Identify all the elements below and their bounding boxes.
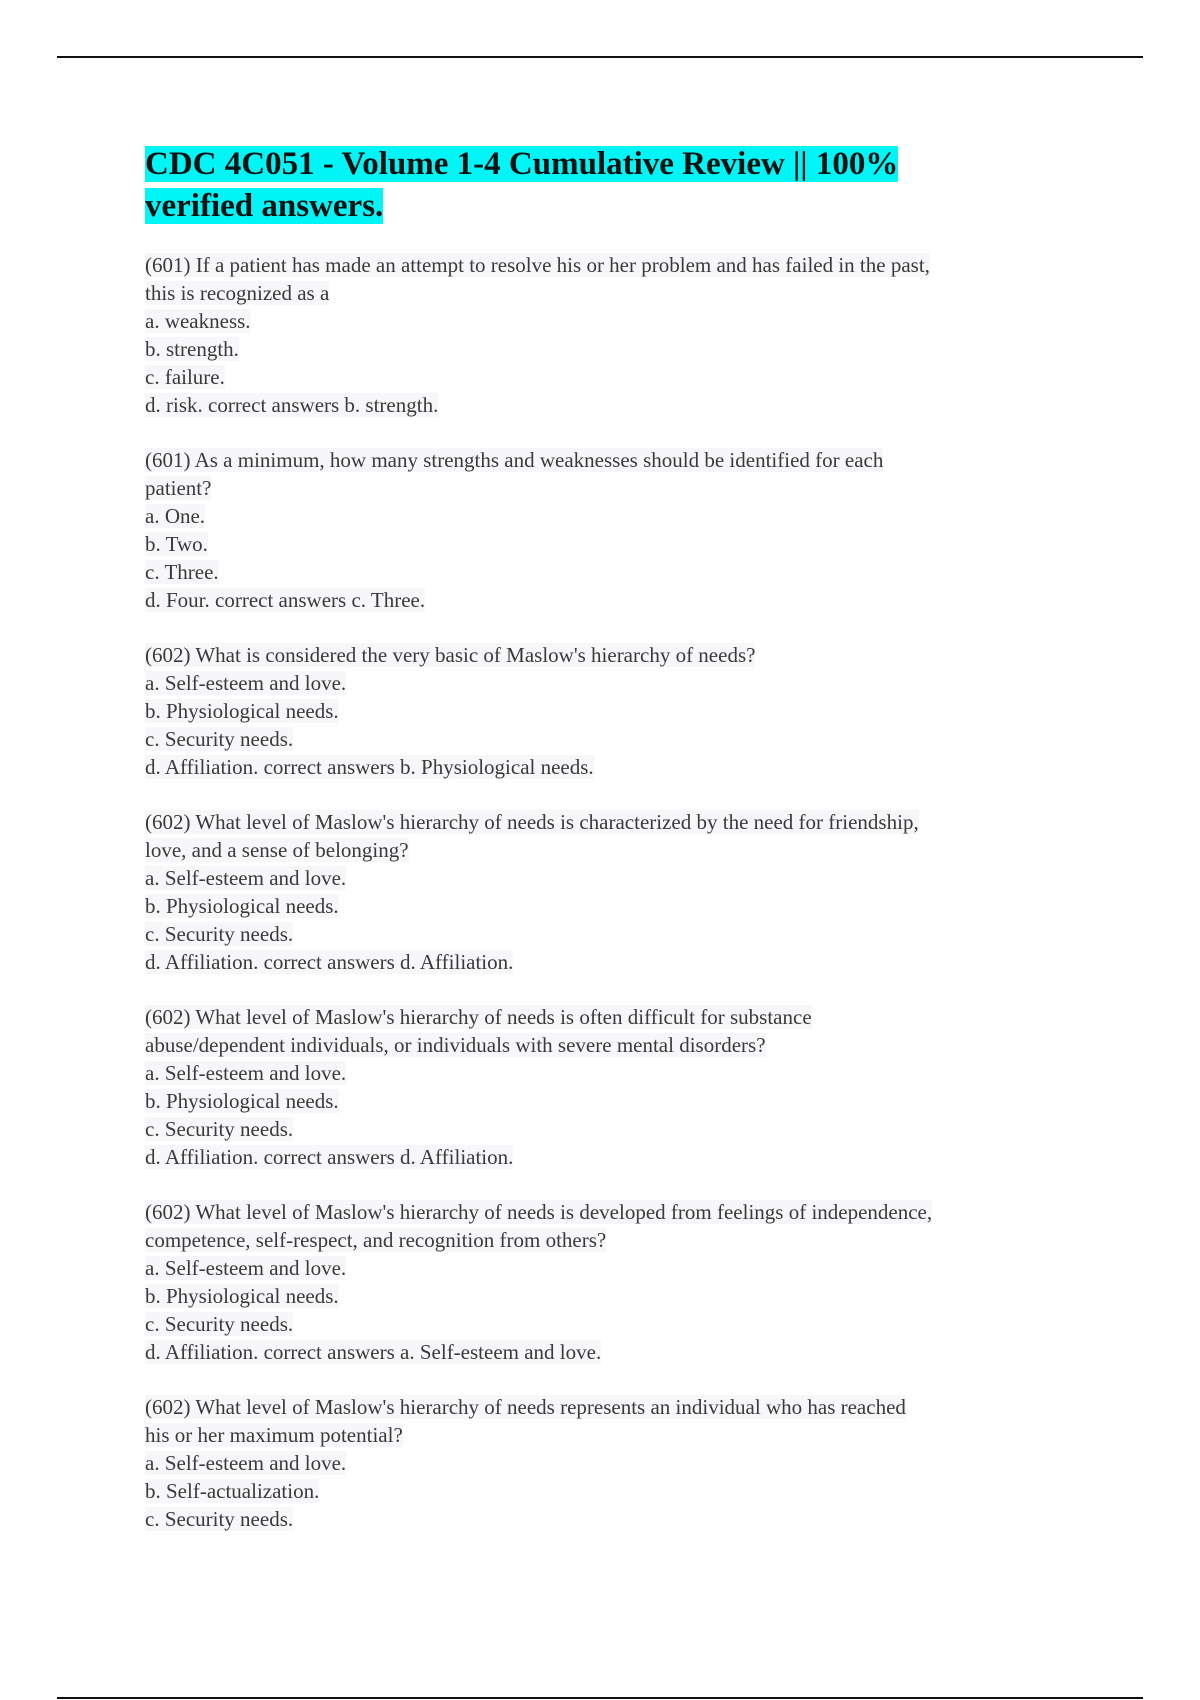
document-title <box>145 143 1065 227</box>
question-text: (602) What is considered the very basic of Maslow's hierarchy of needs? <box>145 643 756 667</box>
question-text: patient? <box>145 476 212 500</box>
answer-option: a. Self-esteem and love. <box>145 1061 347 1085</box>
answer-option: b. strength. <box>145 337 239 361</box>
question-text: abuse/dependent individuals, or individuals with severe mental disorders? <box>145 1033 766 1057</box>
question-text: (601) As a minimum, how many strengths and weaknesses should be identified for each <box>145 448 884 472</box>
answer-option: c. Security needs. <box>145 1117 294 1141</box>
document-body <box>145 143 1065 1560</box>
answer-option: a. Self-esteem and love. <box>145 671 347 695</box>
question-block <box>145 1198 1065 1366</box>
question-block <box>145 446 1065 614</box>
answer-option: c. Security needs. <box>145 1507 294 1531</box>
question-block <box>145 808 1065 976</box>
answer-option: a. Self-esteem and love. <box>145 1451 347 1475</box>
header-rule <box>57 56 1143 58</box>
answer-option-with-correct-answer: d. risk. correct answers b. strength. <box>145 393 439 417</box>
title-line-1: CDC 4C051 - Volume 1-4 Cumulative Review || 100% <box>145 146 899 182</box>
answer-option: a. One. <box>145 504 206 528</box>
answer-option-with-correct-answer: d. Affiliation. correct answers b. Physiological needs. <box>145 755 594 779</box>
question-block <box>145 251 1065 419</box>
question-text: (601) If a patient has made an attempt to resolve his or her problem and has failed in the past, <box>145 253 930 277</box>
answer-option: b. Physiological needs. <box>145 699 339 723</box>
question-text: love, and a sense of belonging? <box>145 838 409 862</box>
answer-option: a. Self-esteem and love. <box>145 866 347 890</box>
answer-option-with-correct-answer: d. Affiliation. correct answers d. Affiliation. <box>145 950 514 974</box>
answer-option-with-correct-answer: d. Four. correct answers c. Three. <box>145 588 426 612</box>
answer-option: c. Security needs. <box>145 1312 294 1336</box>
question-text: (602) What level of Maslow's hierarchy of needs is characterized by the need for friendship, <box>145 810 919 834</box>
answer-option: b. Two. <box>145 532 208 556</box>
answer-option-with-correct-answer: d. Affiliation. correct answers d. Affiliation. <box>145 1145 514 1169</box>
question-text: his or her maximum potential? <box>145 1423 403 1447</box>
answer-option: b. Physiological needs. <box>145 894 339 918</box>
answer-option: c. Security needs. <box>145 727 294 751</box>
question-text: this is recognized as a <box>145 281 330 305</box>
question-block <box>145 1003 1065 1171</box>
question-text: (602) What level of Maslow's hierarchy of needs represents an individual who has reached <box>145 1395 906 1419</box>
answer-option: b. Physiological needs. <box>145 1284 339 1308</box>
answer-option: c. Three. <box>145 560 219 584</box>
footer-rule <box>57 1697 1143 1699</box>
question-text: (602) What level of Maslow's hierarchy of needs is often difficult for substance <box>145 1005 812 1029</box>
answer-option: b. Physiological needs. <box>145 1089 339 1113</box>
question-text: (602) What level of Maslow's hierarchy of needs is developed from feelings of independence, <box>145 1200 933 1224</box>
answer-option: c. Security needs. <box>145 922 294 946</box>
question-block <box>145 1393 1065 1533</box>
answer-option: c. failure. <box>145 365 225 389</box>
question-block <box>145 641 1065 781</box>
question-text: competence, self-respect, and recognition from others? <box>145 1228 607 1252</box>
answer-option: a. Self-esteem and love. <box>145 1256 347 1280</box>
answer-option: b. Self-actualization. <box>145 1479 320 1503</box>
title-line-2: verified answers. <box>145 188 384 224</box>
answer-option-with-correct-answer: d. Affiliation. correct answers a. Self-esteem and love. <box>145 1340 602 1364</box>
answer-option: a. weakness. <box>145 309 251 333</box>
